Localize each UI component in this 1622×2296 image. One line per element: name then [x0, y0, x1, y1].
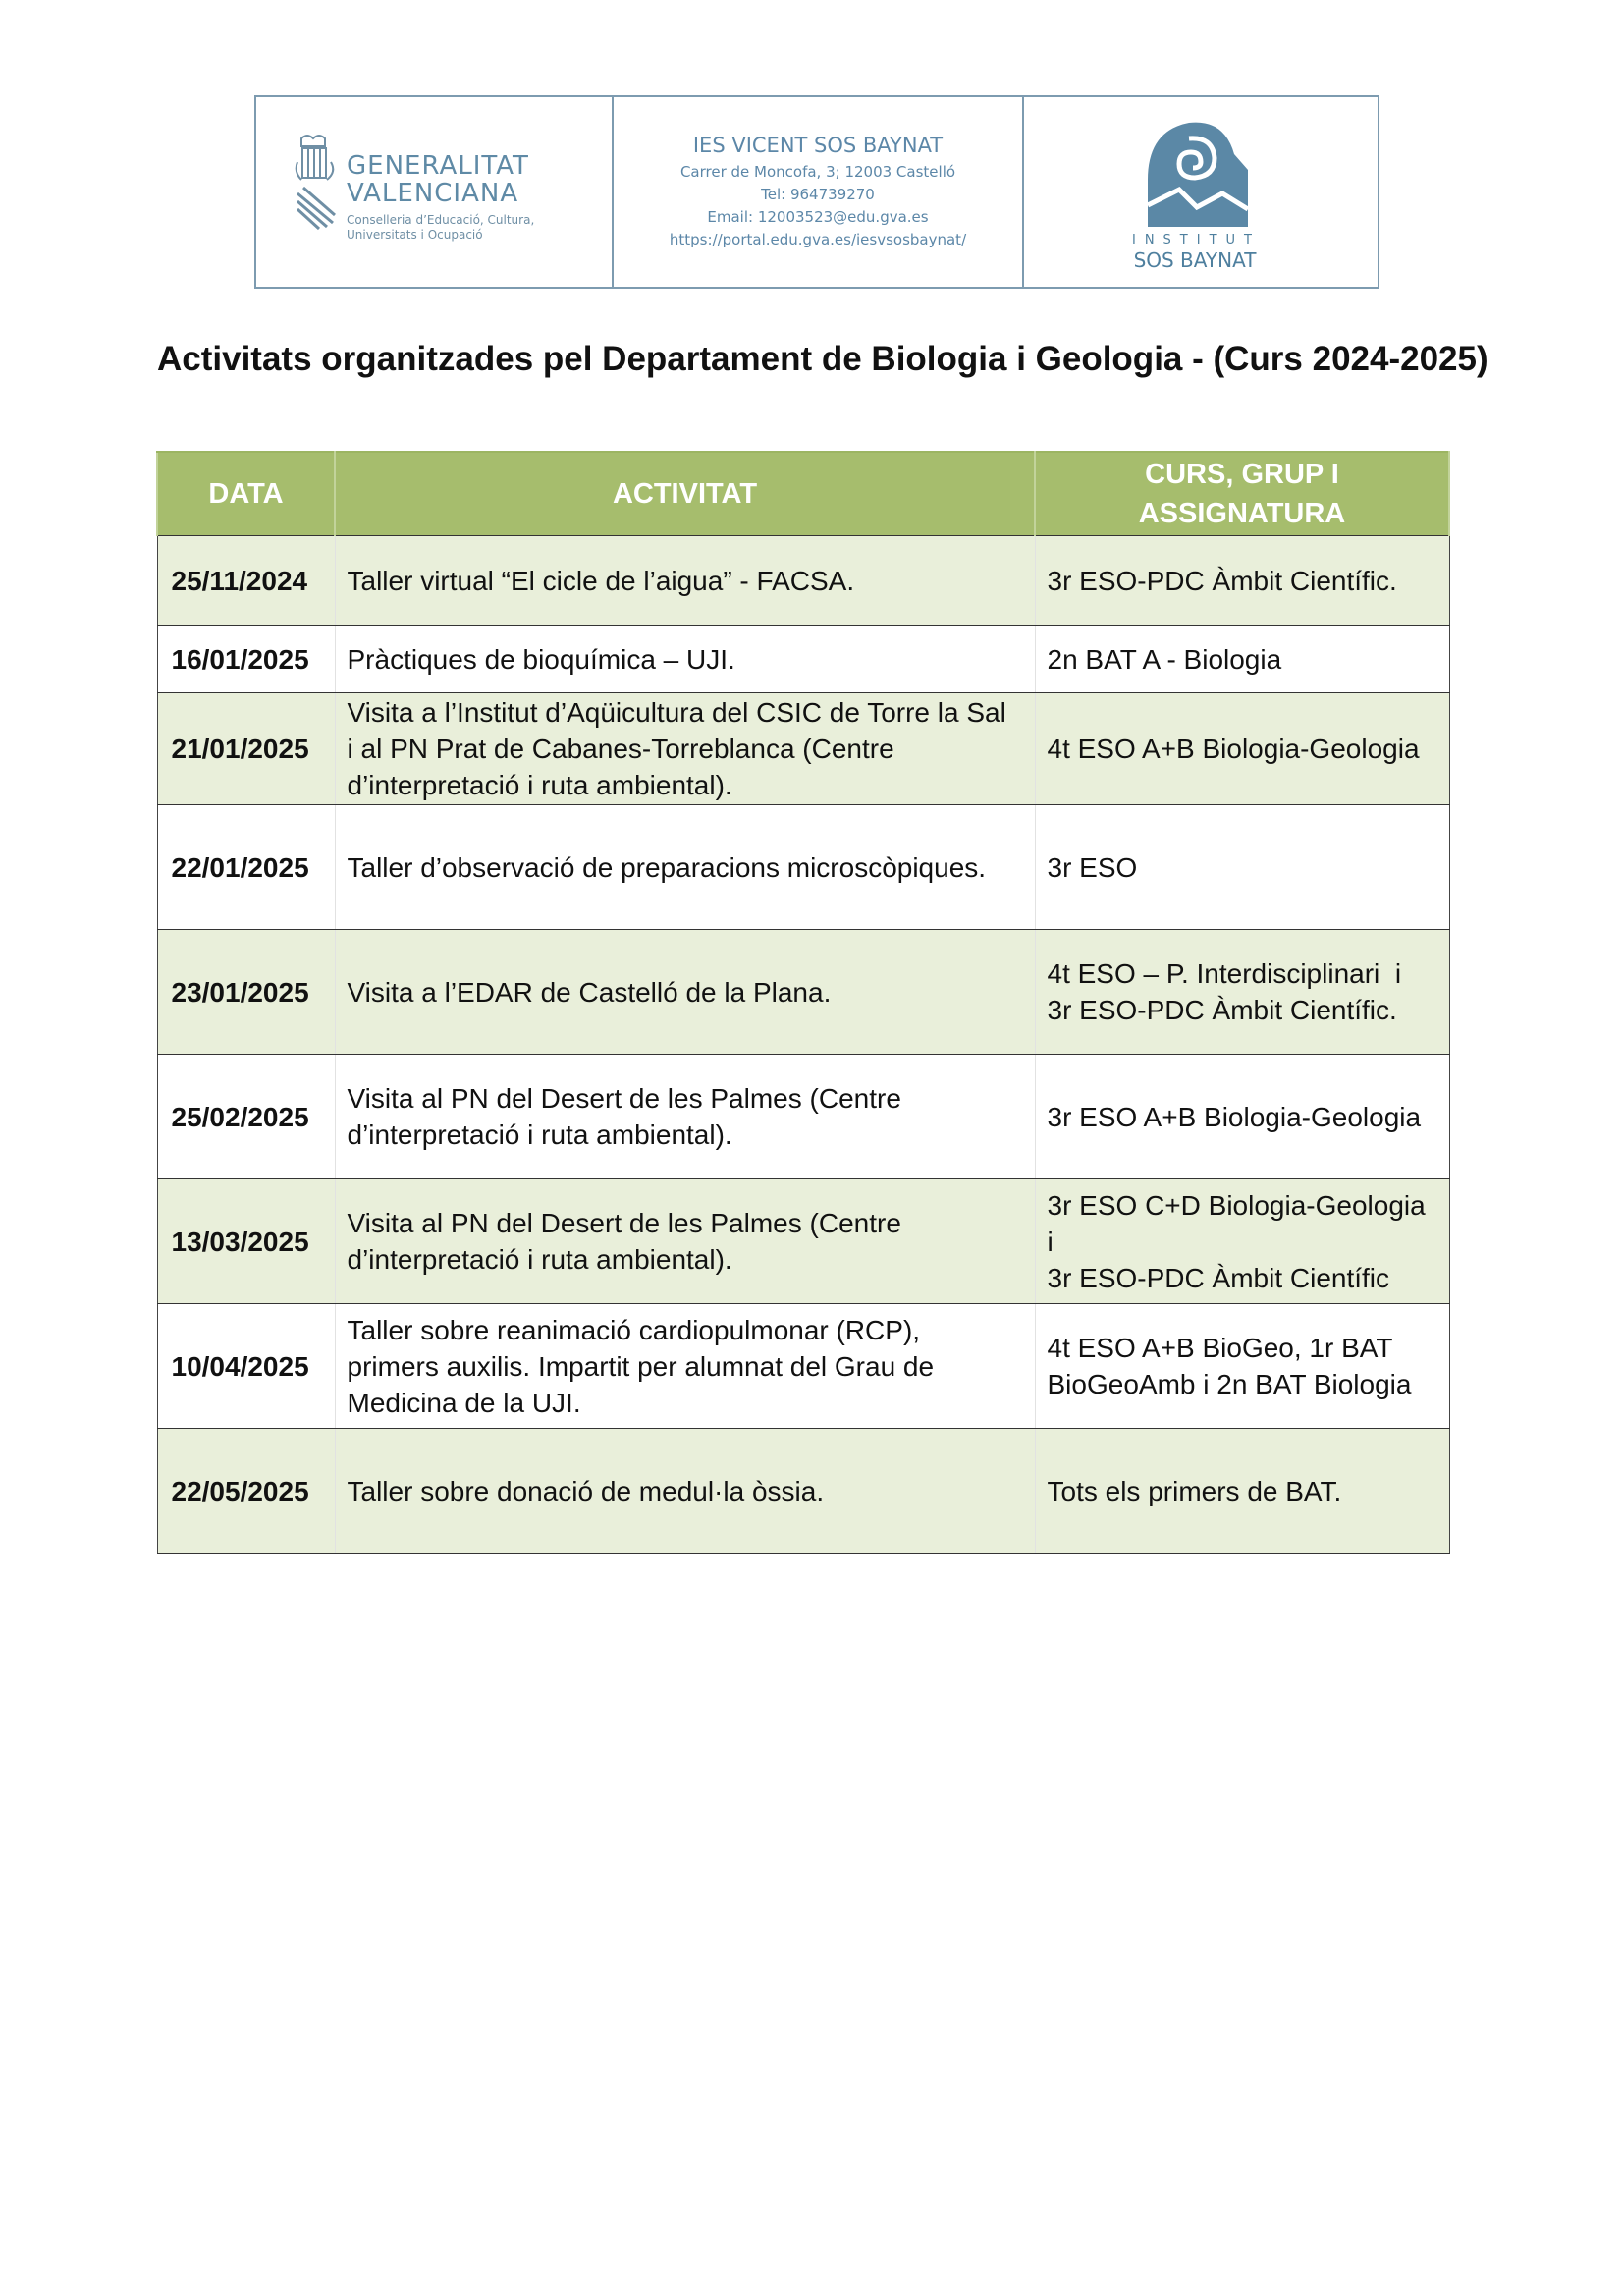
row-date: 10/04/2025 [157, 1304, 335, 1429]
institut-name: SOS BAYNAT [1133, 248, 1257, 272]
activity-line: Visita al PN del Desert de les Palmes (Centre [347, 1208, 901, 1238]
course-line: 4t ESO A+B Biologia-Geologia [1047, 734, 1420, 764]
activity-line: Visita a l’EDAR de Castelló de la Plana. [347, 976, 832, 1008]
row-course [1035, 693, 1449, 805]
activity-line: i al PN Prat de Cabanes-Torreblanca (Centre [347, 734, 894, 764]
school-email[interactable]: Email: 12003523@edu.gva.es [707, 207, 929, 226]
column-header-activity: ACTIVITAT [335, 452, 1035, 536]
table-row [157, 930, 1449, 1055]
row-activity [335, 1429, 1035, 1554]
course-line: 2n BAT A - Biologia [1047, 643, 1282, 675]
column-header-course [1035, 452, 1449, 536]
row-activity [335, 805, 1035, 930]
conselleria-text [347, 213, 534, 243]
row-course [1035, 1179, 1449, 1304]
row-date: 23/01/2025 [157, 930, 335, 1055]
activity-line: Medicina de la UJI. [347, 1387, 581, 1418]
activity-line: d’interpretació i ruta ambiental). [347, 1120, 732, 1150]
institut-word: INSTITUT [1132, 233, 1261, 247]
activity-line: Taller sobre donació de medul·la òssia. [347, 1475, 825, 1506]
row-activity [335, 1055, 1035, 1179]
row-date: 25/11/2024 [157, 536, 335, 626]
activity-line: Pràctiques de bioquímica – UJI. [347, 643, 735, 675]
activity-line: Visita al PN del Desert de les Palmes (Centre [347, 1083, 901, 1114]
table-row [157, 1055, 1449, 1179]
generalitat-emblem-icon [294, 133, 339, 231]
row-date: 22/01/2025 [157, 805, 335, 930]
row-date: 21/01/2025 [157, 693, 335, 805]
row-course [1035, 1055, 1449, 1179]
course-line: 3r ESO-PDC Àmbit Científic. [1047, 995, 1397, 1025]
column-header-date: DATA [157, 452, 335, 536]
table-row [157, 626, 1449, 693]
row-activity [335, 626, 1035, 693]
activity-line: Taller sobre reanimació cardiopulmonar (RCP), [347, 1314, 921, 1345]
generalitat-text [347, 152, 534, 243]
row-date: 22/05/2025 [157, 1429, 335, 1554]
course-line: 4t ESO – P. Interdisciplinari i [1047, 958, 1402, 989]
course-line: 3r ESO [1047, 851, 1138, 883]
activity-line: d’interpretació i ruta ambiental). [347, 770, 732, 800]
table-row [157, 1179, 1449, 1304]
table-row [157, 1304, 1449, 1429]
course-line: 3r ESO C+D Biologia-Geologia i [1047, 1189, 1426, 1257]
letterhead [254, 95, 1379, 289]
row-date: 13/03/2025 [157, 1179, 335, 1304]
course-line: Tots els primers de BAT. [1047, 1475, 1342, 1506]
row-course [1035, 805, 1449, 930]
course-line: 3r ESO A+B Biologia-Geologia [1047, 1101, 1422, 1132]
conselleria-line2: Universitats i Ocupació [347, 228, 483, 242]
activity-line: Visita a l’Institut d’Aqüicultura del CSIC de Torre la Sal [347, 697, 1006, 728]
activities-table [156, 451, 1450, 1554]
school-info-cell [614, 97, 1024, 287]
course-line: 3r ESO-PDC Àmbit Científic. [1047, 565, 1397, 596]
row-course [1035, 536, 1449, 626]
school-address: Carrer de Moncofa, 3; 12003 Castelló [679, 162, 956, 181]
generalitat-name-line2: VALENCIANA [347, 179, 519, 208]
row-course [1035, 930, 1449, 1055]
activity-line: d’interpretació i ruta ambiental). [347, 1244, 732, 1275]
conselleria-line1: Conselleria d’Educació, Cultura, [347, 213, 535, 227]
school-website-link[interactable]: https://portal.edu.gva.es/iesvsosbaynat/ [669, 230, 967, 248]
page-title: Activitats organitzades pel Departament de Biologia i Geologia - (Curs 2024-2025) [157, 340, 1488, 378]
course-line: BioGeoAmb i 2n BAT Biologia [1047, 1369, 1412, 1399]
row-activity [335, 1304, 1035, 1429]
row-activity [335, 1179, 1035, 1304]
table-row [157, 693, 1449, 805]
row-course [1035, 626, 1449, 693]
column-header-course-line2: ASSIGNATURA [1138, 498, 1346, 529]
school-name: IES VICENT SOS BAYNAT [692, 133, 944, 157]
row-date: 25/02/2025 [157, 1055, 335, 1179]
column-header-course-line1: CURS, GRUP I [1145, 459, 1339, 490]
row-activity [335, 693, 1035, 805]
institut-spiral-logo-icon [1128, 111, 1256, 229]
activity-line: primers auxilis. Impartit per alumnat del Grau de [347, 1350, 935, 1382]
school-phone: Tel: 964739270 [761, 185, 875, 203]
row-course [1035, 1304, 1449, 1429]
row-date: 16/01/2025 [157, 626, 335, 693]
activity-line: Taller d’observació de preparacions microscòpiques. [347, 851, 987, 883]
table-row [157, 1429, 1449, 1554]
table-row [157, 805, 1449, 930]
course-line: 4t ESO A+B BioGeo, 1r BAT [1047, 1333, 1393, 1363]
institut-logo-cell [1024, 97, 1378, 287]
generalitat-logo-cell [256, 97, 614, 287]
activity-line: Taller virtual “El cicle de l’aigua” - FACSA. [347, 565, 855, 596]
row-course [1035, 1429, 1449, 1554]
table-row [157, 536, 1449, 626]
row-activity [335, 536, 1035, 626]
row-activity [335, 930, 1035, 1055]
course-line: 3r ESO-PDC Àmbit Científic [1047, 1262, 1390, 1293]
table-header-row [157, 452, 1449, 536]
generalitat-name-line1: GENERALITAT [347, 151, 529, 181]
